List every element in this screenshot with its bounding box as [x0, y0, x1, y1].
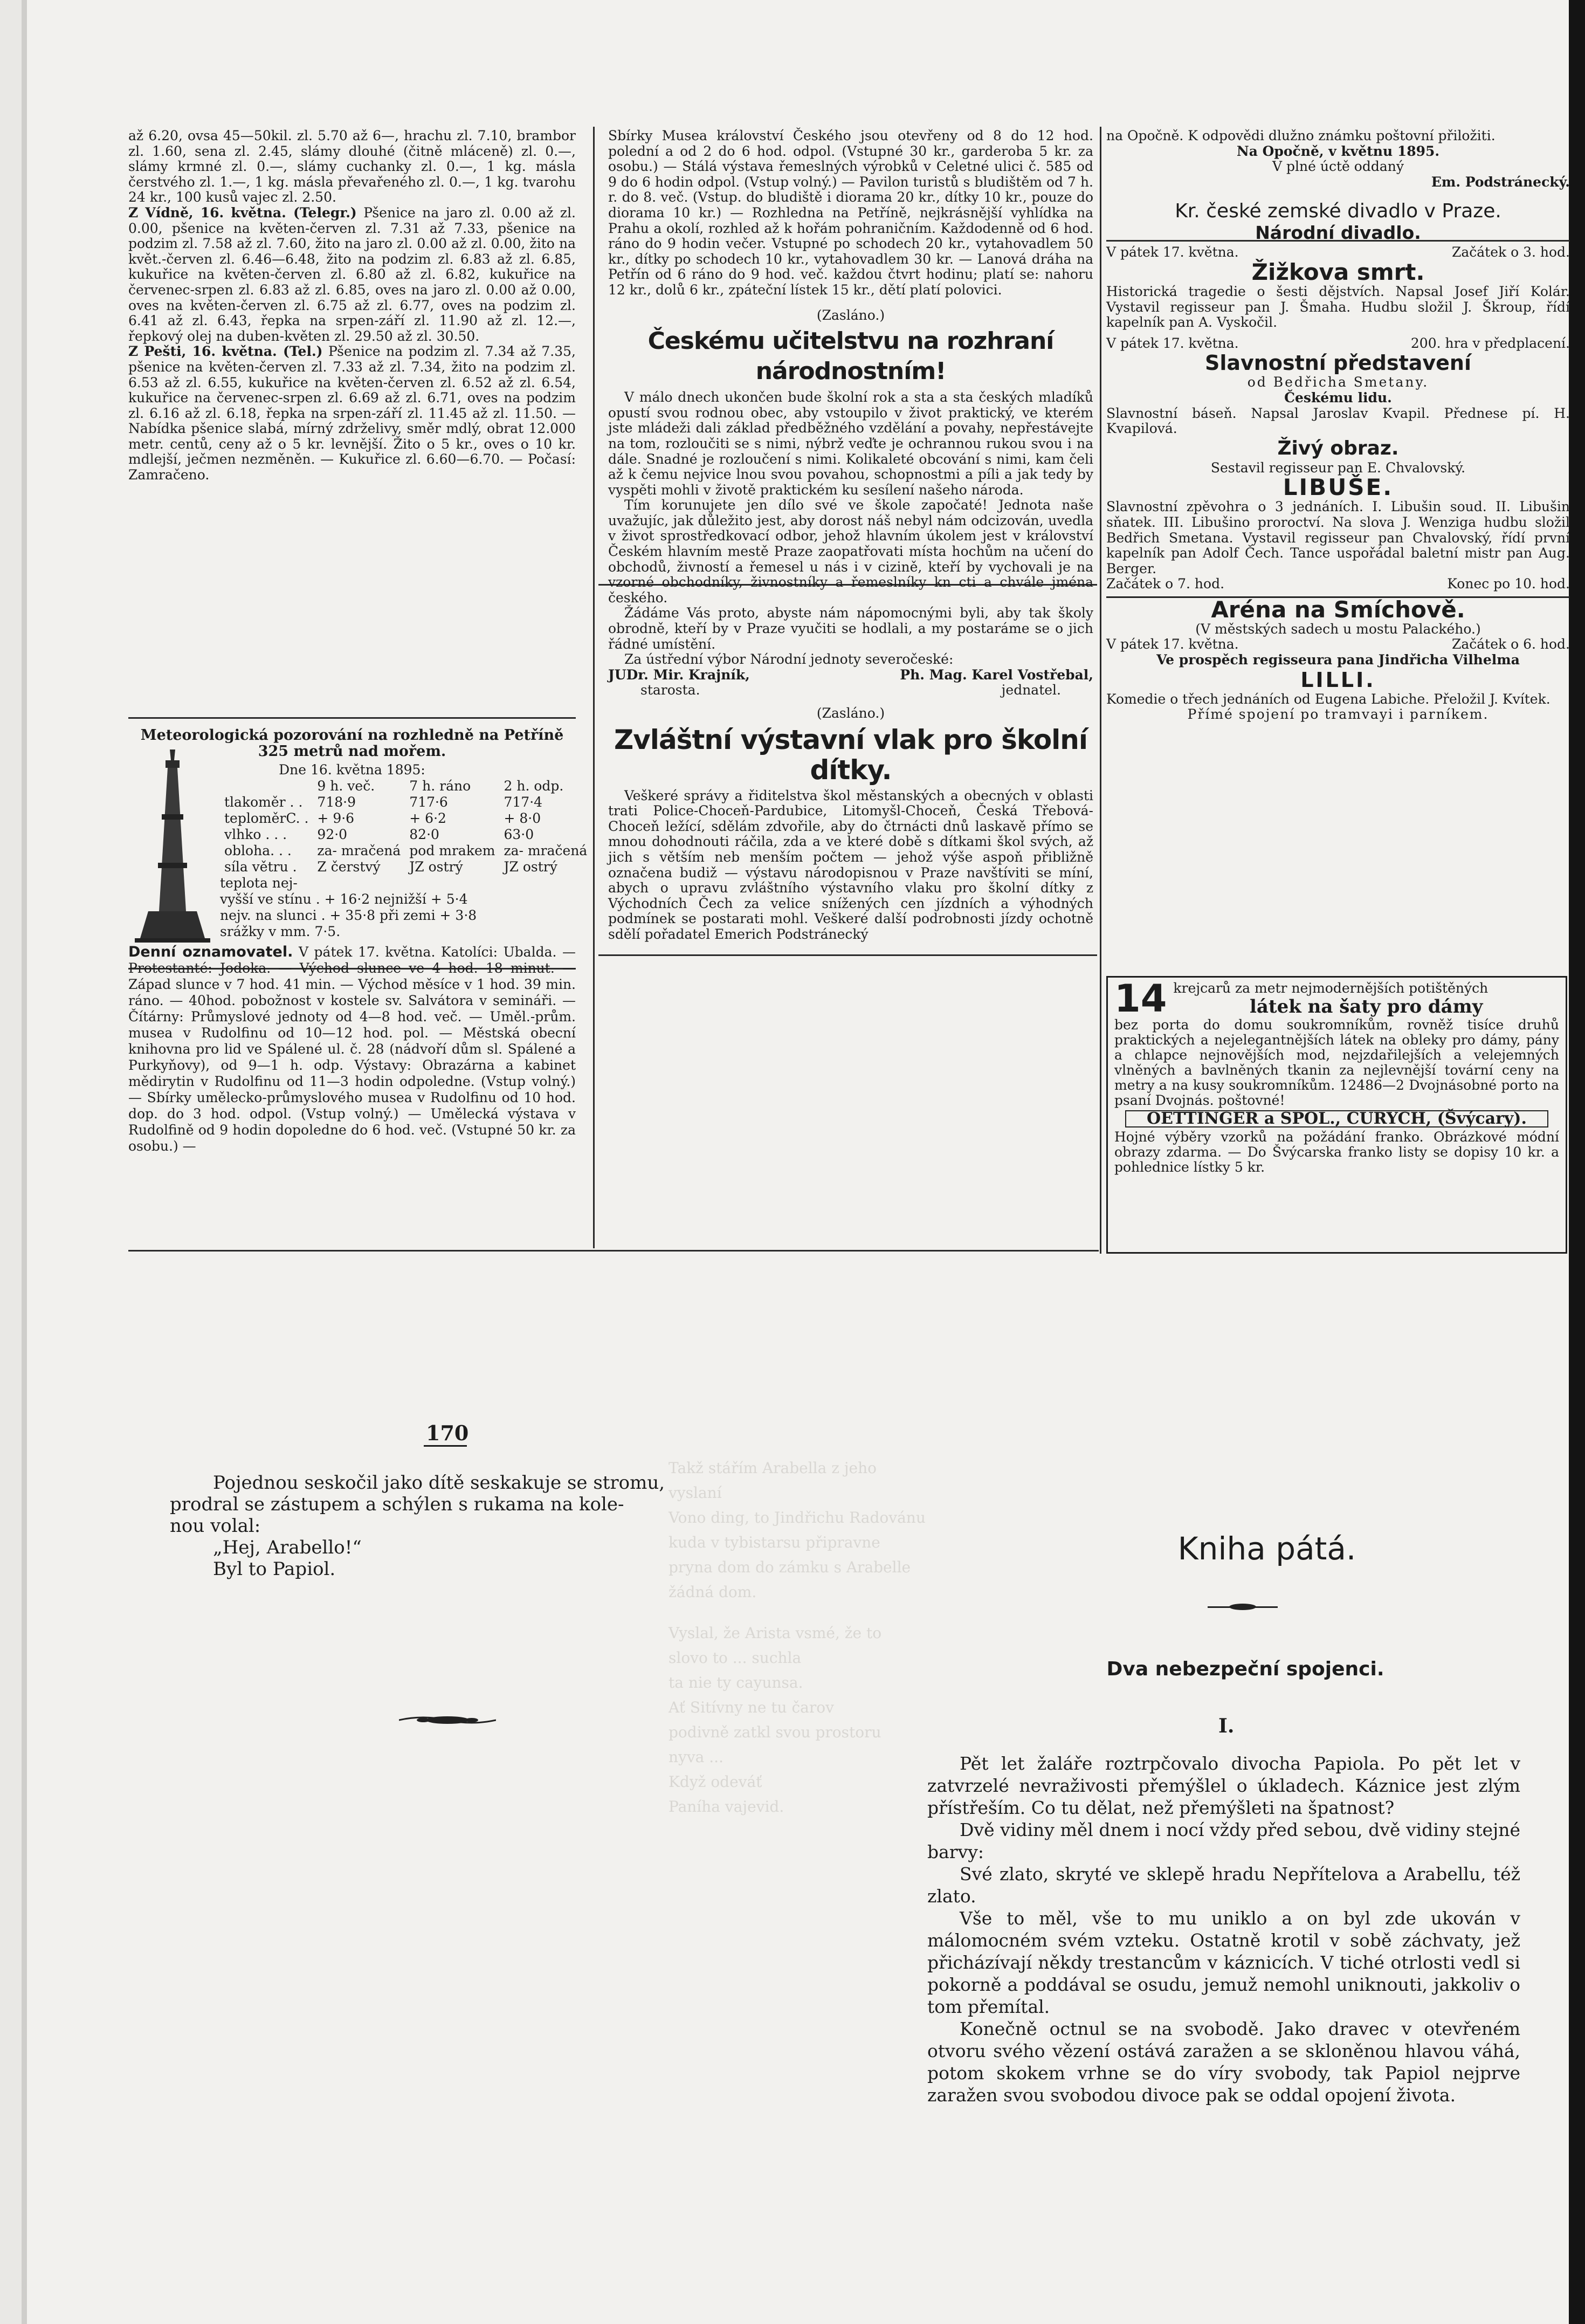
play-title: Živý obraz.	[1277, 437, 1399, 459]
notice-body: Za ústřední výbor Národní jednoty severočeské:	[624, 651, 954, 668]
story-paragraph: Dvě vidiny měl dnem i nocí vždy před sebou, dvě vidiny stejné barvy:	[927, 1819, 1520, 1862]
story-paragraph: Vše to měl, vše to mu uniklo a on byl zde ukován v málomocném svém vzteku. Ostatně krotil v sobě záchvaty, jež přicházívají někdy trestancům v káznicích. V tiché otrlosti vedl si pokorně a poddával se osudu, jemuž nemohl uniknouti, jakkoliv o tom přemítal.	[927, 1908, 1520, 2017]
play-title: LIBUŠE.	[1283, 474, 1394, 501]
bottom-rule	[128, 1250, 1099, 1252]
market-prices: až 6.20, ovsa 45—50kil. zl. 5.70 až 6—, hrachu zl. 7.10, brambor zl. 1.60, sena zl. 2.45, slámy dlouhé (čitně mláceně) zl. 0.—, slámy krmné zl. 0.—, slámy cuchanky zl. 0.—, 1 kg. másla čerstvého zl. 1.—, 1 kg. másla převařeného zl. 0.—, 1 kg. tvarohu 24 kr., 100 kusů vajec zl. 2.50.	[128, 128, 576, 205]
meteo-col: 9 h. več.	[317, 778, 375, 794]
section-rule	[128, 717, 576, 719]
vienna-prices: Pšenice na jaro zl. 0.00 až zl. 0.00, pšenice na květen-červen zl. 7.31 až 7.33, pšenice na podzim zl. 7.58 až zl. 7.60, žito na jaro zl. 0.00 až zl. 0.00, žito na květ.-červen zl. 6.46—6.48, žito na podzim zl. 6.83 až zl. 6.85, kukuřice na květen-červen zl. 6.80 až zl. 6.82, kukuřice na červenec-srpen zl. 6.83 až zl. 6.85, oves na jaro zl. 0.00 až 0.00, oves na květen-červen zl. 6.75 až zl. 6.77, oves na podzim zl. 6.41 až zl. 6.43, řepka na srpen-září zl. 11.90 až zl. 12.—, řepkový olej na duben-květen zl. 29.50 až zl. 30.50.	[128, 204, 576, 344]
pest-heading: Z Pešti, 16. května. (Tel.)	[128, 343, 323, 360]
scan-dark-edge	[1569, 0, 1585, 2324]
table-row: teploměrC. . + 9·6 + 6·2 + 8·0	[224, 810, 541, 826]
oznamovatel-heading: Denní oznamovatel.	[128, 944, 293, 960]
notice-title-teachers: Českému učitelstvu na rozhraní národnostním!	[647, 327, 1054, 386]
theatre-heading: Kr. české zemské divadlo v Praze.	[1175, 200, 1501, 223]
column-theatre	[1106, 128, 1570, 723]
ad-headline: látek na šaty pro dámy	[1249, 996, 1483, 1017]
meteo-extra: teplota nej-	[220, 875, 298, 891]
ad-price-number: 14	[1114, 977, 1167, 1021]
page-number: 170	[426, 1421, 469, 1445]
ad-line: krejcarů za metr nejmodernějších potištěných	[1173, 980, 1488, 996]
fabric-advertisement	[1106, 976, 1567, 1254]
ornament-divider	[399, 1714, 496, 1727]
notice-body: Tím korunujete jen dílo své ve škole započaté! Jednota naše uvažujíc, jak důležito jest, aby dorost náš nebyl nám odcizován, uvedla v život sprostředkovací odbor, jehož hlavním úkolem jest v království Českém hlavním mestě Praze zaopatřovati místa hochům na učení do obchodů, živností a řemesel u nás i v cizině, kteří by vychovali je na vzorné obchodníky, živnostníky a řemeslníky kn cti a chvále jména českého.	[608, 497, 1093, 606]
oznamovatel-text: V pátek 17. května. Katolíci: Ubalda. — Protestanté: Jodoka. — Východ slunce ve 4 hod. 18 minut. — Západ slunce v 7 hod. 41 min. — Východ měsíce v 1 hod. 39 min. ráno. — 40hod. pobožnost v kostele sv. Salvátora v semináři. — Čítárny: Průmyslové jednoty od 4—8 hod. več. — Uměl.-prům. musea v Rudolfinu od 10—12 hod. pol. — Městská obecní knihovna pro lid ve Spálené ul. č. 28 (nádvoří dům sl. Spálené a Purkyňovy), od 9—1 h. odp. Výstavy: Obrazárna a kabinet mědirytin v Rudolfinu od 11—3 hodin odpoledne. (Vstup volný.) — Sbírky umělecko-průmyslového musea v Rudolfinu od 10 hod. dop. do 3 hod. odpol. (Vstup volný.) — Umělecká výstava v Rudolfině od 9 hodin dopoledne do 6 hod. več. (Vstupné 50 kr. za osobu.) —	[128, 944, 576, 1154]
meteo-col: 2 h. odp.	[504, 778, 564, 794]
chapter-number: I.	[1218, 1715, 1235, 1737]
signatory: JUDr. Mir. Krajník,	[608, 666, 750, 683]
column-rule-1	[593, 127, 595, 1248]
column-notices	[608, 128, 1093, 943]
signatory: Ph. Mag. Karel Vostřebal,	[900, 666, 1093, 683]
meteo-extra: srážky v mm. 7·5.	[220, 924, 341, 939]
table-row: síla větru . Z čerstvý JZ ostrý JZ ostrý	[224, 859, 557, 875]
play-desc: Sestavil regisseur pan E. Chvalovský.	[1210, 459, 1466, 476]
notice-title-train: Zvláštní výstavní vlak pro školní dítky.	[614, 724, 1088, 786]
ornament-divider	[1208, 1601, 1278, 1612]
text-line: Byl to Papiol.	[213, 1558, 336, 1580]
story-paragraph: Své zlato, skryté ve sklepě hradu Nepřítelova a Arabellu, též zlato.	[927, 1864, 1520, 1907]
show-end: Konec po 10. hod.	[1447, 576, 1570, 592]
meteo-title: Meteorologická pozorování na rozhledně na Petříně 325 metrů nad mořem.	[140, 727, 564, 760]
transport-note: Přímé spojení po tramvayi i parníkem.	[1187, 706, 1489, 723]
play-desc: Historická tragedie o šesti dějstvích. Napsal Josef Jiří Kolár. Vystavil regisseur pan J. Šmaha. Hudbu složil J. Škroup, řídí kapelník pan A. Vyskočil.	[1106, 283, 1570, 331]
meteo-date: Dne 16. května 1895:	[279, 762, 425, 778]
benefit-note: Ve prospěch regisseura pana Jindřicha Vilhelma	[1156, 652, 1520, 668]
section-rule	[598, 954, 1097, 956]
story-paragraph: Pět let žaláře roztrpčovalo divocha Papiola. Po pět let v zatvrzelé nevraživosti přemýšlel o úkladech. Káznice jest zlým přístřeším. Co tu dělat, než přemýšleti na špatnost?	[927, 1753, 1520, 1818]
bleed-through-text: Takž stářím Arabella z jeho vyslaní Vono ding, to Jindřichu Radovánu kuda v tybistarsu připravne pryna dom do zámku s Arabelle žádná dom. Vyslal, že Arista vsmé, že to slovo to ... suchla ta nie ty cayunsa. Ať Sitívny ne tu čarov podivně zatkl svou prostoru nyva ... Když odeváť Paníha vajevid.	[669, 1459, 926, 1816]
notice-body: Veškeré správy a řiditelstva škol městanských a obecných v oblasti trati Police-Choceň-Pardubice, Litomyšl-Choceň, Česká Třebová-Choceň ležící, sdělám zdvořile, aby do čtrnácti dnů laskavě přímo se mnou dohodnouti ráčila, zda a ve které době s dítkami škol svých, až jich s větším neb menším počtem — jehož výše aspoň přibližně označena budiž — výstavu národopisnou v Praze navštíviti se míní, abych o upravu zvláštního výstavního vlaku pro školní dítky z Východních Čech za velice snížených cen jízdních a výhodných podmínek se postarati mohl. Veškeré další podrobnosti jízdy ochotně sdělí pořadatel Emerich Podstránecký	[608, 787, 1093, 942]
show-time: Začátek o 3. hod.	[1451, 244, 1570, 260]
show-time: Začátek o 6. hod.	[1451, 636, 1570, 652]
book-title: Kniha pátá.	[1177, 1530, 1356, 1567]
arena-subheading: (V městských sadech u mostu Palackého.)	[1195, 621, 1481, 637]
ad-body: bez porta do domu soukromníkům, rovněž tisíce druhů praktických a nejelegantnějších látek na obleky pro dámy, pány a chlapce nejnovějších mod, nejzdařilejších a velejemných vlněných a bavlněných tkanin za nejlevnější tovární ceny na metry a na kusy soukromníkům. 12486—2 Dvojnásobné porto na psaní Dvojnás. poštovné!	[1114, 1017, 1559, 1108]
museum-notice: Sbírky Musea království Českého jsou otevřeny od 8 do 12 hod. polední a od 2 do 6 hod. odpol. (Vstupné 30 kr., garderoba 5 kr. za osobu.) — Stálá výstava řemeslných výrobků v Celetné ulici č. 585 od 9 do 6 hodin odpol. (Vstup volný.) — Pavilon turistů s bludištěm od 7 h. r. do 8. več. (Vstup. do bludiště i diorama 20 kr., dítky 10 kr., pouze do diorama 10 kr.) — Rozhledna na Petříně, nejkrásnější vyhlídka na Prahu a okolí, rozhled až k hořám pohraničním. Každodenně od 6 hod. ráno do 9 hodin večer. Vstupné po schodech 20 kr., vytahovadlem 50 kr., dítky po schodech 10 kr., vytahovadlem 30 kr. — Lanová dráha na Petřín od 6 ráno do 9 hod. več. každou čtvrt hodinu; platí se: nahoru 12 kr., dolů 6 kr., zpáteční lístek 15 kr., dětí platí polovici.	[608, 128, 1093, 298]
play-desc: Komedie o třech jednáních od Eugena Labiche. Přeložil J. Kvítek.	[1106, 691, 1550, 707]
show-time: Začátek o 7. hod.	[1106, 576, 1225, 592]
show-date: V pátek 17. května.	[1106, 636, 1239, 652]
show-note: 200. hra v předplacení.	[1410, 335, 1570, 351]
table-row: vlhko . . . 92·0 82·0 63·0	[224, 827, 534, 842]
book-text-left	[170, 1472, 752, 1580]
table-row: tlakoměr . . 718·9 717·6 717·4	[224, 794, 543, 810]
petrin-tower-icon	[132, 750, 213, 944]
zaslano-label: (Zasláno.)	[816, 705, 885, 721]
play-subtitle: od Bedřicha Smetany.	[1247, 374, 1429, 390]
signatory-role: jednatel.	[1001, 682, 1061, 698]
meteo-extra: nejv. na slunci . + 35·8 při zemi + 3·8	[220, 907, 477, 923]
story-text	[927, 1752, 1520, 2106]
show-date: V pátek 17. května.	[1106, 244, 1239, 260]
text-line: „Hej, Arabello!“	[213, 1537, 362, 1558]
greeting: V plné úctě oddaný	[1272, 159, 1404, 175]
meteo-col: 7 h. ráno	[409, 778, 471, 794]
text-line: prodral se zástupem a schýlen s rukama na kole-	[170, 1494, 624, 1515]
story-paragraph: Konečně octnul se na svobodě. Jako dravec v otevřeném otvoru svého vězení ostává zaražen a se skloněnou hlavou váhá, potom skokem vrhne se do víry svobody, tak Papiol nejprve zaražen svou svobodou divoce pak se oddal opojení života.	[927, 2018, 1520, 2106]
chapter-subtitle: Dva nebezpeční spojenci.	[1106, 1658, 1384, 1680]
play-note: Českému lidu.	[1284, 389, 1392, 405]
ad-firm: OETTINGER a SPOL., CURYCH, (Švýcary).	[1125, 1110, 1548, 1127]
pest-prices: Pšenice na podzim zl. 7.34 až 7.35, pšenice na květen-červen zl. 7.33 až zl. 7.34, žito na podzim zl. 6.53 až zl. 6.55, kukuřice na květen-červen zl. 6.52 až zl. 6.54, kukuřice na červenec-srpen zl. 6.69 až zl. 6.71, oves na podzim zl. 6.16 až zl. 6.18, řepka na srpen-září zl. 11.45 až zl. 11.50. — Nabídka pšenice slabá, mírný zdrželivy, směr mdlý, obrat 12.000 metr. centů, ceny až o 5 kr. levnější. Žito o 5 kr., oves o 10 kr. mdlejší, ječmen nezměněn. — Kukuřice zl. 6.60—6.70. — Počasí: Zamračeno.	[128, 343, 576, 483]
signatory-role: starosta.	[640, 682, 700, 698]
signature: Em. Podstránecký.	[1431, 174, 1570, 190]
page-number-underline	[424, 1445, 467, 1447]
show-date: V pátek 17. května.	[1106, 335, 1239, 351]
page-left-edge	[22, 0, 27, 2324]
place-date: Na Opočně, v květnu 1895.	[1236, 143, 1440, 159]
arena-heading: Aréna na Smíchově.	[1211, 596, 1465, 623]
play-desc: Slavnostní báseň. Napsal Jaroslav Kvapil. Přednese pí. H. Kvapilová.	[1106, 405, 1570, 437]
notice-body: V málo dnech ukončen bude školní rok a sta a sta českých mladíků opustí svou rodnou obec, aby vstoupilo v život praktický, ve kterém jste mládeži dali základ předběžného vzdělání a povahy, nepřestávejte na tom, rozloučiti se s nimi, nýbrž veďte je ochrannou rukou svou i na dále. Snadné je rozloučení s nimi. Kolikaleté obcování s nimi, kam čeli až k čemu nejvice lnou svou povahou, schopnostmi a píli a jak tedy by vyspěti mohli v životě praktickém ku sesílení našeho národa.	[608, 389, 1093, 498]
meteo-extra: vyšší ve stínu . + 16·2 nejnižší + 5·4	[220, 891, 468, 907]
ad-footer: Hojné výběry vzorků na požádání franko. Obrázkové módní obrazy zdarma. — Do Švýcarska franko listy se dopisy 10 kr. a pohlednice lístky 5 kr.	[1114, 1129, 1559, 1175]
play-title: LILLI.	[1300, 668, 1376, 692]
zaslano-label: (Zasláno.)	[816, 307, 885, 323]
column-rule-2	[1100, 127, 1101, 1254]
column-market	[128, 128, 576, 483]
play-desc: Slavnostní zpěvohra o 3 jednáních. I. Libušin soud. II. Libušin sňatek. III. Libušino proroctví. Na slova J. Wenziga hudbu složil Bedřich Smetana. Vystavil regisseur pan Chvalovský, řídí první kapelník pan Adolf Čech. Tance uspořádal baletní mistr pan Aug. Berger.	[1106, 499, 1570, 576]
theatre-subheading: Národní divadlo.	[1255, 222, 1421, 244]
table-row: obloha. . . za- mračená pod mrakem za- mračená	[224, 843, 588, 858]
play-title: Žižkova smrt.	[1251, 258, 1425, 285]
notice-end: na Opočně. K odpovědi dlužno známku poštovní přiložiti.	[1106, 128, 1496, 143]
notice-body: Žádáme Vás proto, abyste nám nápomocnými byli, aby tak školy obrodně, kteří by v Praze vyučiti se hodlali, a my postaráme se o jich řádné umístění.	[608, 605, 1093, 652]
text-line: Pojednou seskočil jako dítě seskakuje se stromu,	[213, 1472, 665, 1494]
play-title: Slavnostní představení	[1204, 351, 1472, 375]
vienna-heading: Z Vídně, 16. května. (Telegr.)	[128, 204, 357, 221]
text-line: nou volal:	[170, 1515, 261, 1537]
